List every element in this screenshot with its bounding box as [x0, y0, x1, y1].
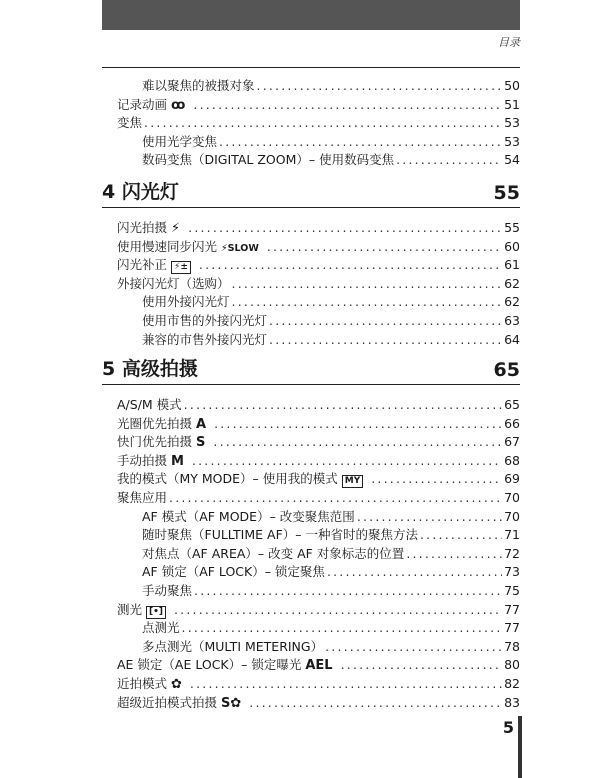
toc-entry: [117, 638, 520, 657]
leader-dots: [357, 508, 502, 527]
toc-entry-page: 69: [504, 471, 520, 487]
toc-entry-label: 测光: [117, 601, 143, 617]
leader-dots: [213, 433, 502, 452]
toc-entry-label: 光圈优先拍摄: [117, 415, 193, 431]
toc-entry: [117, 238, 520, 257]
toc-entry-page: 51: [504, 96, 520, 112]
toc-entry-label: 手动拍摄: [117, 452, 168, 468]
leader-dots: [190, 675, 502, 694]
toc-entry-page: 77: [504, 601, 520, 617]
mode-icon: ⚡SLOW: [221, 242, 259, 254]
mode-icon: S: [196, 435, 206, 451]
toc-entry-label: 聚焦应用: [117, 489, 168, 505]
top-banner: [102, 0, 520, 30]
toc-entry: [117, 275, 520, 294]
toc-entry: [117, 312, 520, 331]
toc-block-3: [117, 396, 520, 712]
mode-icon: [•]: [146, 606, 166, 619]
leader-dots: [267, 238, 502, 257]
toc-entry: [117, 133, 520, 152]
mode-icon: A: [196, 416, 207, 432]
toc-entry-label: 我的模式（MY MODE）– 使用我的模式: [117, 471, 338, 487]
leader-dots: [182, 619, 503, 638]
toc-entry: [117, 675, 520, 694]
section-4-heading: [102, 176, 520, 208]
toc-entry-page: 71: [504, 527, 520, 543]
toc-entry: [117, 545, 520, 564]
toc-entry: [117, 151, 520, 170]
toc-entry-label: 手动聚焦: [142, 582, 193, 598]
leader-dots: [341, 656, 503, 675]
leader-dots: [396, 151, 502, 170]
toc-entry: [117, 489, 520, 508]
toc-entry-page: 65: [504, 397, 520, 412]
toc-entry-label: AE 锁定（AE LOCK）– 锁定曝光: [117, 657, 302, 673]
toc-block-2: [117, 219, 520, 349]
leader-dots: [249, 694, 502, 713]
toc-entry: [117, 694, 520, 713]
toc-entry-page: 73: [504, 564, 520, 580]
toc-entry-label: 超级近拍模式拍摄: [117, 694, 218, 710]
leader-dots: [199, 256, 502, 275]
section-5-heading: [102, 353, 520, 385]
toc-entry-page: 60: [504, 238, 520, 254]
toc-entry-label: 使用外接闪光灯: [142, 294, 230, 310]
leader-dots: [219, 133, 502, 152]
toc-entry: [117, 508, 520, 527]
leader-dots: [327, 563, 502, 582]
toc-entry: [117, 256, 520, 275]
toc-entry-page: 62: [504, 294, 520, 310]
toc-entry-label: 快门优先拍摄: [117, 434, 193, 450]
toc-entry-page: 72: [504, 545, 520, 561]
toc-entry-label: 使用市售的外接闪光灯: [142, 312, 268, 328]
leader-dots: [194, 582, 502, 601]
toc-entry-label: 点测光: [142, 620, 180, 636]
toc-entry-label: 外接闪光灯（选购）: [117, 275, 230, 291]
leader-dots: [269, 312, 502, 331]
toc-entry: [117, 526, 520, 545]
leader-dots: [406, 545, 502, 564]
toc-entry-page: 70: [504, 508, 520, 524]
toc-entry-label: 对焦点（AF AREA）– 改变 AF 对象标志的位置: [142, 545, 405, 561]
toc-entry-label: 闪光拍摄: [117, 220, 168, 235]
toc-entry-page: 66: [504, 415, 520, 431]
leader-dots: [192, 452, 502, 471]
leader-dots: [232, 275, 503, 294]
leader-dots: [188, 219, 502, 238]
toc-entry-page: 70: [504, 489, 520, 505]
toc-block-1: [117, 77, 520, 170]
toc-entry-label: 随时聚焦（FULLTIME AF）– 一种省时的聚焦方法: [142, 527, 418, 543]
toc-entry: [117, 452, 520, 471]
mode-icon: MY: [342, 475, 363, 488]
toc-entry-page: 62: [504, 275, 520, 291]
toc-entry-label: 变焦: [117, 115, 143, 131]
toc-entry: [117, 96, 520, 115]
section-page: 65: [493, 359, 520, 381]
toc-entry-page: 63: [504, 312, 520, 328]
toc-entry: [117, 219, 520, 238]
leader-dots: [214, 415, 502, 434]
leader-dots: [193, 96, 502, 115]
toc-entry: [117, 656, 520, 675]
leader-dots: [257, 77, 503, 96]
toc-entry: [117, 470, 520, 489]
leader-dots: [184, 396, 502, 415]
leader-dots: [232, 293, 503, 312]
header-rule: [102, 67, 520, 68]
mode-icon: ꝏ: [171, 97, 186, 113]
toc-entry-page: 55: [504, 220, 520, 235]
leader-dots: [169, 489, 502, 508]
toc-entry: [117, 293, 520, 312]
mode-icon: ✿: [171, 676, 182, 692]
section-page: 55: [493, 182, 520, 204]
toc-entry-page: 83: [504, 694, 520, 710]
page-number: 5: [502, 718, 514, 737]
toc-entry: [117, 331, 520, 350]
toc-entry-page: 54: [504, 152, 520, 168]
toc-entry: [117, 77, 520, 96]
toc-entry: [117, 114, 520, 133]
toc-entry-label: 使用慢速同步闪光: [117, 238, 218, 254]
toc-entry: [117, 582, 520, 601]
toc-entry-page: 53: [504, 133, 520, 149]
leader-dots: [420, 526, 502, 545]
mode-icon: S✿: [221, 695, 242, 711]
toc-entry-page: 80: [504, 657, 520, 673]
toc-entry-label: 兼容的市售外接闪光灯: [142, 331, 268, 347]
toc-entry-label: 使用光学变焦: [142, 133, 218, 149]
toc-entry-page: 53: [504, 115, 520, 131]
toc-entry-label: AF 模式（AF MODE）– 改变聚焦范围: [142, 508, 355, 524]
toc-entry-page: 77: [504, 620, 520, 636]
mode-icon: ⚡±: [171, 261, 191, 274]
toc-entry-page: 64: [504, 331, 520, 347]
toc-entry-label: 近拍模式: [117, 675, 168, 691]
toc-entry-label: 多点测光（MULTI METERING）: [142, 638, 324, 654]
section-title: 4 闪光灯: [102, 181, 179, 203]
mode-icon: M: [171, 453, 184, 469]
toc-entry-label: 记录动画: [117, 96, 168, 112]
mode-icon: AEL: [305, 658, 333, 674]
toc-entry: [117, 415, 520, 434]
toc-entry-label: A/S/M 模式: [117, 397, 182, 412]
toc-entry-page: 61: [504, 257, 520, 273]
leader-dots: [174, 601, 502, 620]
toc-entry-page: 68: [504, 452, 520, 468]
toc-entry-page: 50: [504, 78, 520, 93]
leader-dots: [144, 114, 502, 133]
toc-entry: [117, 601, 520, 620]
toc-entry-label: AF 锁定（AF LOCK）– 锁定聚焦: [142, 564, 325, 580]
toc-entry-label: 数码变焦（DIGITAL ZOOM）– 使用数码变焦: [142, 152, 395, 168]
mode-icon: ⚡: [171, 221, 181, 236]
toc-entry-label: 闪光补正: [117, 257, 168, 273]
toc-entry-page: 82: [504, 675, 520, 691]
page-edge-bar: [518, 716, 522, 778]
section-title: 5 高级拍摄: [102, 358, 198, 380]
toc-entry: [117, 619, 520, 638]
leader-dots: [269, 331, 502, 350]
toc-entry-page: 75: [504, 582, 520, 598]
toc-entry: [117, 433, 520, 452]
toc-entry-page: 67: [504, 434, 520, 450]
leader-dots: [371, 470, 502, 489]
toc-entry-page: 78: [504, 638, 520, 654]
header-label: 目录: [498, 36, 520, 49]
leader-dots: [325, 638, 502, 657]
toc-entry: [117, 396, 520, 415]
toc-entry: [117, 563, 520, 582]
toc-entry-label: 难以聚焦的被摄对象: [142, 78, 255, 93]
